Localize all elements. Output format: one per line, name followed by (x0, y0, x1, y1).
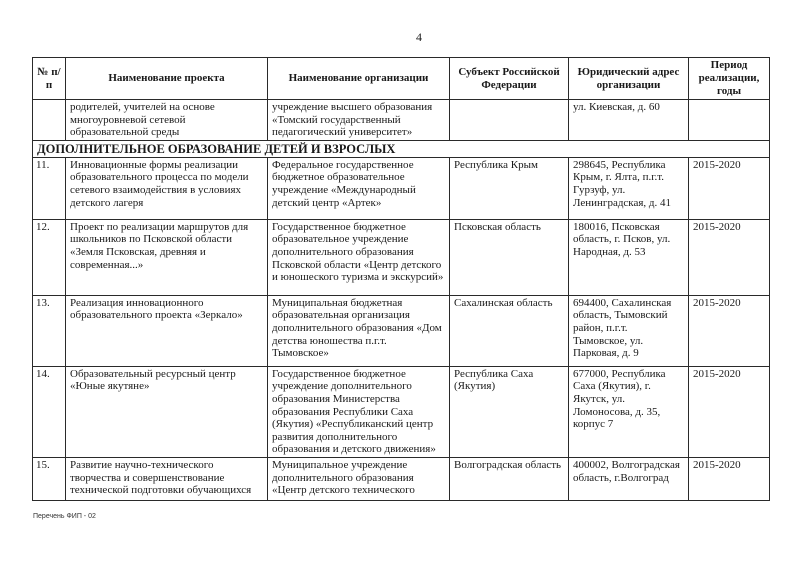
cell-project: Проект по реализации маршрутов для школьников по Псковской области «Земля Псковская, древняя и современная...» (66, 219, 268, 295)
cell-organization: учреждение высшего образования «Томский государственный педагогический университет» (268, 100, 450, 141)
cell-period: 2015-2020 (689, 157, 770, 219)
cell-address: 298645, Республика Крым, г. Ялта, п.г.т. Гурзуф, ул. Ленинградская, д. 41 (569, 157, 689, 219)
header-organization: Наименование организации (268, 58, 450, 100)
table-row (33, 157, 770, 219)
cell-num: 12. (33, 219, 66, 295)
cell-subject: Республика Саха (Якутия) (450, 366, 569, 457)
cell-address: 677000, Республика Саха (Якутия), г. Якутск, ул. Ломоносова, д. 35, корпус 7 (569, 366, 689, 457)
cell-period: 2015-2020 (689, 295, 770, 366)
cell-address: 180016, Псковская область, г. Псков, ул. Народная, д. 53 (569, 219, 689, 295)
cell-organization: Федеральное государственное бюджетное образовательное учреждение «Международный детский центр «Артек» (268, 157, 450, 219)
cell-period (689, 100, 770, 141)
section-header-row (33, 140, 770, 157)
cell-project: Реализация инновационного образовательного проекта «Зеркало» (66, 295, 268, 366)
page-number: 4 (416, 30, 422, 44)
cell-period: 2015-2020 (689, 366, 770, 457)
table-row (33, 457, 770, 500)
cell-num: 15. (33, 457, 66, 500)
cell-num: 11. (33, 157, 66, 219)
table-row (33, 219, 770, 295)
header-subject: Субъект Российской Федерации (450, 58, 569, 100)
cell-num: 14. (33, 366, 66, 457)
table-row-continued (33, 100, 770, 141)
table-header-row (33, 58, 770, 100)
document-footer: Перечень ФИП - 02 (33, 513, 96, 520)
cell-period: 2015-2020 (689, 457, 770, 500)
cell-subject (450, 100, 569, 141)
cell-subject: Псковская область (450, 219, 569, 295)
cell-subject: Сахалинская область (450, 295, 569, 366)
table-row (33, 366, 770, 457)
cell-subject: Республика Крым (450, 157, 569, 219)
projects-table (32, 57, 770, 501)
cell-organization: Государственное бюджетное учреждение дополнительного образования Министерства образования Республики Саха (Якутия) «Республиканский центр развития дополнительного образования и детского движения» (268, 366, 450, 457)
cell-organization: Муниципальное учреждение дополнительного образования «Центр детского технического (268, 457, 450, 500)
table-row (33, 295, 770, 366)
header-address: Юридический адрес организации (569, 58, 689, 100)
cell-organization: Муниципальная бюджетная образовательная организация дополнительного образования «Дом детства юношества п.г.т. Тымовское» (268, 295, 450, 366)
cell-address: 694400, Сахалинская область, Тымовский район, п.г.т. Тымовское, ул. Парковая, д. 9 (569, 295, 689, 366)
cell-project: Инновационные формы реализации образовательного процесса по модели сетевого взаимодействия в условиях детского лагеря (66, 157, 268, 219)
cell-address: 400002, Волгоградская область, г.Волгоград (569, 457, 689, 500)
cell-project: родителей, учителей на основе многоуровневой сетевой образовательной среды (66, 100, 268, 141)
cell-project: Развитие научно-технического творчества и совершенствование технической подготовки обучающихся (66, 457, 268, 500)
cell-num (33, 100, 66, 141)
cell-organization: Государственное бюджетное образовательное учреждение дополнительного образования Псковской области «Центр детского и юношеского туризма и экскурсий» (268, 219, 450, 295)
cell-period: 2015-2020 (689, 219, 770, 295)
header-project: Наименование проекта (66, 58, 268, 100)
cell-num: 13. (33, 295, 66, 366)
section-title: ДОПОЛНИТЕЛЬНОЕ ОБРАЗОВАНИЕ ДЕТЕЙ И ВЗРОСЛЫХ (33, 140, 770, 157)
cell-address: ул. Киевская, д. 60 (569, 100, 689, 141)
header-period: Период реализации, годы (689, 58, 770, 100)
header-num: № п/п (33, 58, 66, 100)
cell-subject: Волгоградская область (450, 457, 569, 500)
cell-project: Образовательный ресурсный центр «Юные якутяне» (66, 366, 268, 457)
